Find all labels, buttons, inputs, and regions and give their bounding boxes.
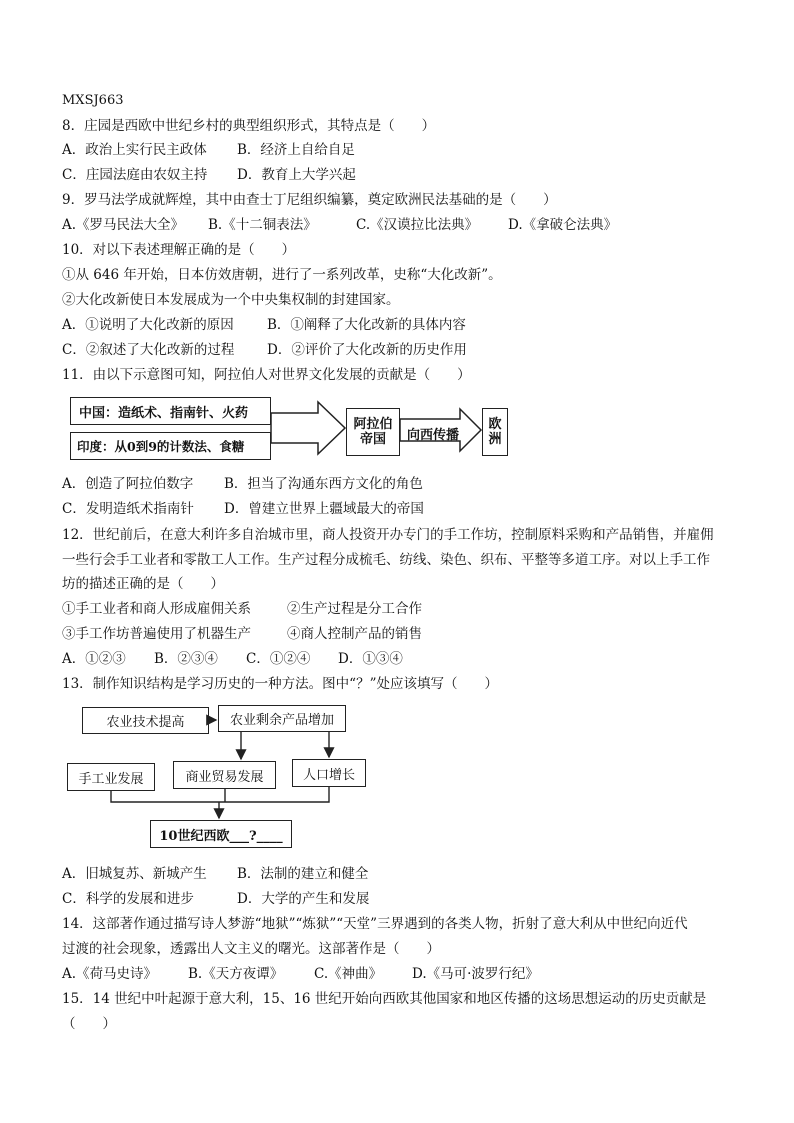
china-inventions-box: 中国：造纸术、指南针、火药 [70, 397, 271, 425]
option-b: B.《天方夜谭》 [188, 966, 284, 982]
option-c: C.《神曲》 [314, 966, 383, 982]
option-d: D．曾建立世界上疆域最大的帝国 [224, 501, 424, 517]
option-d: D．①③④ [338, 651, 403, 667]
option-c: C.《汉谟拉比法典》 [356, 217, 479, 233]
statement-3: ③手工作坊普遍使用了机器生产 [62, 626, 251, 642]
option-a: A．①②③ [62, 651, 126, 667]
paper-code: MXSJ663 [62, 93, 124, 108]
europe-box: 欧洲 [482, 408, 508, 456]
arab-empire-box: 阿拉伯帝国 [346, 408, 400, 456]
question-12-line1: 12．世纪前后，在意大利许多自治城市里，商人投资开办专门的手工作坊，控制原料采购和产品销售，并雇佣 [62, 527, 714, 543]
result-box: 10世纪西欧___?____ [150, 820, 292, 848]
option-b: B．法制的建立和健全 [237, 866, 369, 882]
option-c: C．庄园法庭由农奴主持 [62, 167, 208, 183]
option-a: A.《荷马史诗》 [62, 966, 158, 982]
option-d: D.《马可·波罗行纪》 [412, 966, 539, 982]
question-10-statement-1: ①从 646 年开始，日本仿效唐朝，进行了一系列改革，史称“大化改新”。 [62, 267, 502, 283]
agri-tech-box: 农业技术提高 [82, 707, 209, 734]
option-b: B．担当了沟通东西方文化的角色 [224, 476, 423, 492]
question-14-options [62, 965, 539, 983]
question-9-stem: 9．罗马法学成就辉煌，其中由查士丁尼组织编纂，奠定欧洲民法基础的是（ ） [62, 192, 557, 208]
option-c: C．②叙述了大化改新的过程 [62, 342, 235, 358]
option-a: A．①说明了大化改新的原因 [62, 317, 234, 333]
option-a: A．旧城复苏、新城产生 [62, 866, 207, 882]
question-14-line2: 过渡的社会现象，透露出人文主义的曙光。这部著作是（ ） [62, 941, 440, 957]
question-13-options-row1 [62, 865, 368, 883]
option-b: B.《十二铜表法》 [208, 217, 317, 233]
question-15-line2: （ ） [62, 1016, 116, 1032]
option-d: D．教育上大学兴起 [237, 167, 356, 183]
option-d: D．②评价了大化改新的历史作用 [267, 342, 467, 358]
question-13-stem: 13．制作知识结构是学习历史的一种方法。图中“？”处应该填写（ ） [62, 676, 498, 692]
question-12-line2: 一些行会手工业者和零散工人工作。生产过程分成梳毛、纺线、染色、织布、平整等多道工序。对以上手工作 [62, 552, 710, 568]
statement-4: ④商人控制产品的销售 [287, 626, 422, 642]
question-10-statement-2: ②大化改新使日本发展成为一个中央集权制的封建国家。 [62, 292, 400, 308]
question-12-line3: 坊的描述正确的是（ ） [62, 576, 224, 592]
option-b: B．经济上自给自足 [237, 142, 355, 158]
option-a: A．政治上实行民主政体 [62, 142, 207, 158]
option-a: A．创造了阿拉伯数字 [62, 476, 194, 492]
question-11-stem: 11．由以下示意图可知，阿拉伯人对世界文化发展的贡献是（ ） [62, 367, 471, 383]
spread-west-label: 向西传播 [407, 428, 460, 443]
trade-box: 商业贸易发展 [173, 761, 276, 789]
bracket-line-icon [111, 787, 329, 802]
option-c: C．①②④ [246, 651, 311, 667]
option-b: B．①阐释了大化改新的具体内容 [267, 317, 466, 333]
option-a: A.《罗马民法大全》 [62, 217, 185, 233]
handicraft-box: 手工业发展 [67, 763, 155, 791]
surplus-box: 农业剩余产品增加 [218, 705, 346, 732]
question-10-stem: 10．对以下表述理解正确的是（ ） [62, 242, 296, 258]
india-inventions-box: 印度：从0到9的计数法、食糖 [70, 432, 271, 460]
option-d: D.《拿破仑法典》 [508, 217, 618, 233]
option-b: B．②③④ [154, 651, 218, 667]
question-15-line1: 15．14 世纪中叶起源于意大利，15、16 世纪开始向西欧其他国家和地区传播的这场思想运动的历史贡献是 [62, 991, 707, 1007]
option-c: C．科学的发展和进步 [62, 891, 194, 907]
statement-2: ②生产过程是分工合作 [287, 601, 422, 617]
question-13-options-row2 [62, 890, 369, 908]
option-d: D．大学的产生和发展 [237, 891, 370, 907]
option-c: C．发明造纸术指南针 [62, 501, 194, 517]
population-box: 人口增长 [292, 759, 366, 787]
question-8-stem: 8．庄园是西欧中世纪乡村的典型组织形式，其特点是（ ） [62, 118, 436, 134]
statement-1: ①手工业者和商人形成雇佣关系 [62, 601, 251, 617]
question-14-line1: 14．这部著作通过描写诗人梦游“地狱”“炼狱”“天堂”三界遇到的各类人物，折射了意大利从中世纪向近代 [62, 916, 688, 932]
